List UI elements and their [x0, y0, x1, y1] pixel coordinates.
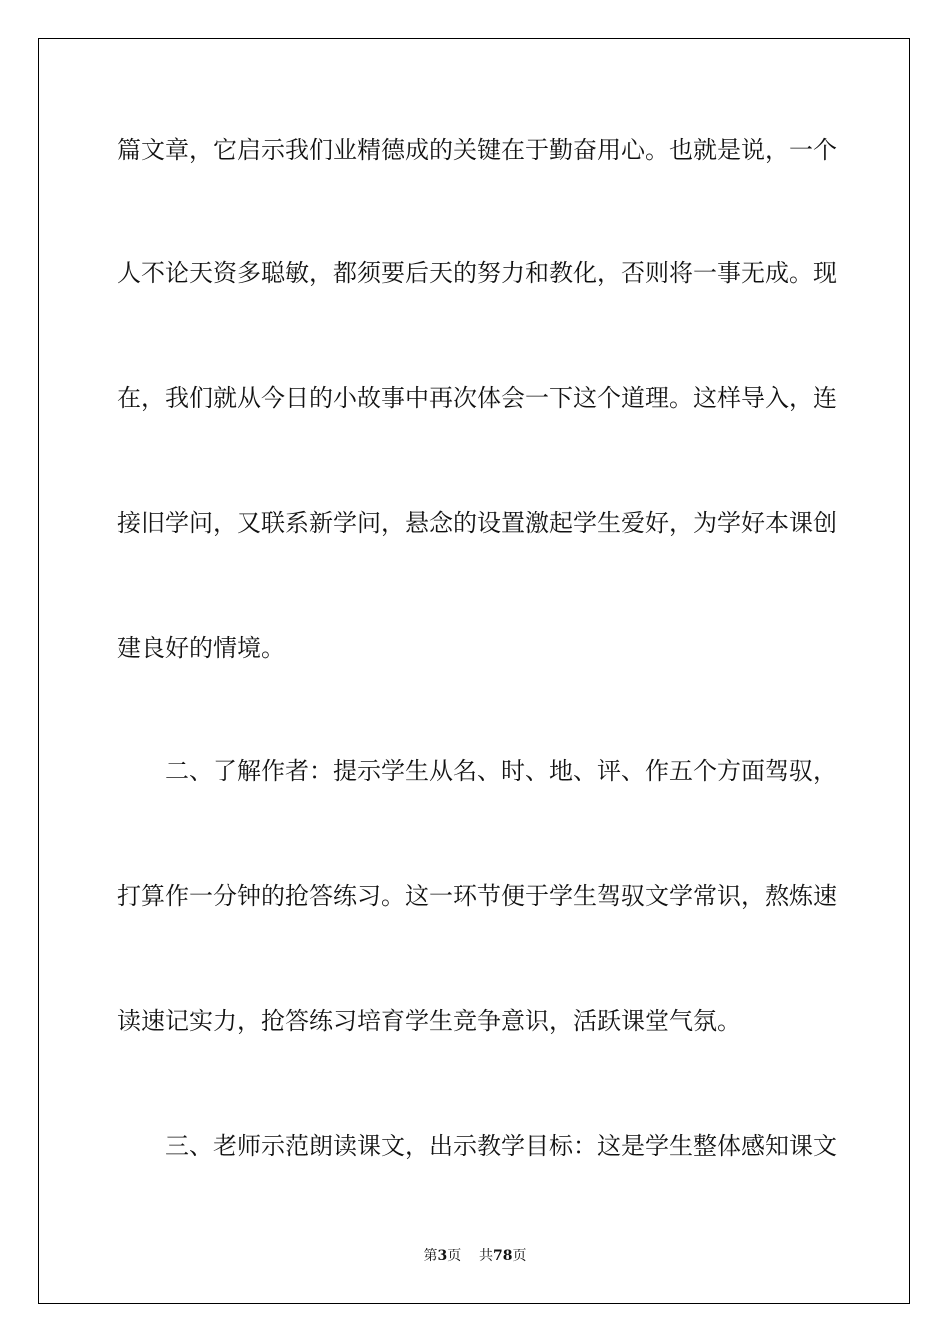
body-text-line-3: 在，我们就从今日的小故事中再次体会一下这个道理。这样导入，连: [117, 384, 837, 412]
body-text-line-5: 建良好的情境。: [117, 634, 285, 662]
body-text-line-4: 接旧学问，又联系新学问，悬念的设置激起学生爱好，为学好本课创: [117, 509, 837, 537]
body-text-line-6: 二、了解作者：提示学生从名、时、地、评、作五个方面驾驭，: [165, 757, 837, 785]
body-text-line-1: 篇文章，它启示我们业精德成的关键在于勤奋用心。也就是说，一个: [117, 136, 837, 164]
body-text-line-9: 三、老师示范朗读课文，出示教学目标：这是学生整体感知课文: [165, 1132, 837, 1160]
body-text-line-8: 读速记实力，抢答练习培育学生竞争意识，活跃课堂气氛。: [117, 1007, 741, 1035]
page-number: 3: [437, 1248, 448, 1264]
body-text-line-7: 打算作一分钟的抢答练习。这一环节便于学生驾驭文学常识，熬炼速: [117, 882, 837, 910]
page-footer: [0, 1247, 950, 1265]
body-text-line-2: 人不论天资多聪敏，都须要后天的努力和教化，否则将一事无成。现: [117, 259, 837, 287]
page-border: [38, 38, 910, 1304]
page-prefix: 第: [423, 1248, 438, 1264]
page-suffix: 页: [447, 1248, 462, 1264]
total-pages: 78: [493, 1248, 513, 1264]
total-prefix: 共: [479, 1248, 494, 1264]
total-suffix: 页: [512, 1248, 527, 1264]
